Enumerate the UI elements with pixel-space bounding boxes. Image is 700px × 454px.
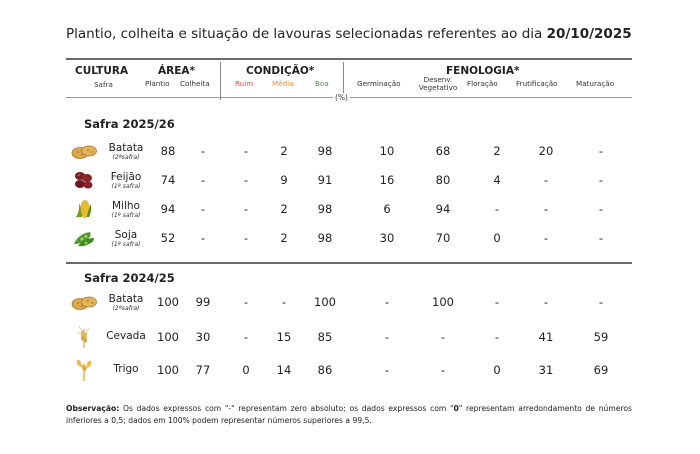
cell-boa: 98 <box>317 144 333 158</box>
cell-plantio: 74 <box>160 173 176 187</box>
corn-icon <box>70 197 98 221</box>
cell-frutificacao: - <box>543 202 549 216</box>
cell-media: 2 <box>280 144 288 158</box>
cell-frutificacao: - <box>543 231 549 245</box>
header-fenologia: FENOLOGIA* <box>446 65 520 77</box>
cell-frutificacao: - <box>543 295 549 309</box>
cell-media: 9 <box>280 173 288 187</box>
title-text: Plantio, colheita e situação de lavouras selecionadas referentes ao dia <box>66 26 547 42</box>
cell-germinacao: 10 <box>379 144 395 158</box>
header-desenv-line2: Vegetativo <box>418 82 458 92</box>
cell-media: 2 <box>280 231 288 245</box>
cell-boa: 85 <box>317 330 333 344</box>
crop-safra: (1ª safra) <box>111 211 141 219</box>
soybean-icon <box>70 226 98 250</box>
cell-germinacao: 16 <box>379 173 395 187</box>
cell-floracao: 0 <box>493 363 501 377</box>
cell-plantio: 94 <box>160 202 176 216</box>
cell-ruim: - <box>243 173 249 187</box>
header-top-rule <box>66 58 632 60</box>
cell-boa: 91 <box>317 173 333 187</box>
crop-name <box>104 201 148 219</box>
crop-label: Milho <box>112 200 140 212</box>
title-date: 20/10/2025 <box>546 26 632 42</box>
crop-label: Cevada <box>106 330 146 342</box>
cell-maturacao: 69 <box>593 363 609 377</box>
cell-colheita: 99 <box>195 295 211 309</box>
potato-icon <box>70 139 98 163</box>
header-area: ÁREA* <box>158 65 196 77</box>
cell-desenv: 100 <box>432 295 454 309</box>
cell-floracao: - <box>494 202 500 216</box>
cell-plantio: 100 <box>157 363 179 377</box>
cell-floracao: - <box>494 330 500 344</box>
cell-plantio: 52 <box>160 231 176 245</box>
cell-germinacao: - <box>384 363 390 377</box>
header-desenv <box>413 76 463 91</box>
cell-plantio: 88 <box>160 144 176 158</box>
cell-germinacao: 6 <box>383 202 391 216</box>
cell-desenv: 70 <box>435 231 451 245</box>
header-boa: Boa <box>315 79 329 88</box>
cell-colheita: 30 <box>195 330 211 344</box>
cell-ruim: - <box>243 202 249 216</box>
crop-safra: (2ªsafra) <box>112 153 140 161</box>
header-frutificacao: Frutificação <box>516 79 558 88</box>
crop-label: Soja <box>114 229 138 241</box>
cell-desenv: 80 <box>435 173 451 187</box>
cell-plantio: 100 <box>157 295 179 309</box>
separator-1 <box>220 62 221 100</box>
header-condicao: CONDIÇÃO* <box>246 65 315 77</box>
cell-maturacao: - <box>598 144 604 158</box>
cell-media: 2 <box>280 202 288 216</box>
cell-frutificacao: 41 <box>538 330 554 344</box>
cell-ruim: - <box>243 295 249 309</box>
cell-media: - <box>281 295 287 309</box>
cell-maturacao: - <box>598 295 604 309</box>
cell-frutificacao: - <box>543 173 549 187</box>
crop-label: Feijão <box>110 171 142 183</box>
barley-icon <box>70 325 98 349</box>
bean-icon <box>70 168 98 192</box>
header-colheita: Colheita <box>180 79 210 88</box>
footnote <box>66 403 632 427</box>
cell-ruim: - <box>243 330 249 344</box>
footnote-text-2: " representam arredondamento de números inferiores a 0,5; dados em 100% podem representar números superiores a 99,5. <box>66 404 632 425</box>
percent-label: (%) <box>335 93 348 102</box>
header-germinacao: Germinação <box>357 79 401 88</box>
cell-colheita: - <box>200 202 206 216</box>
potato-icon <box>70 290 98 314</box>
crop-label: Batata <box>108 293 144 305</box>
wheat-icon <box>70 358 98 382</box>
cell-boa: 98 <box>317 202 333 216</box>
cell-floracao: - <box>494 295 500 309</box>
crop-label: Batata <box>108 142 144 154</box>
section-title-2024: Safra 2024/25 <box>84 271 175 285</box>
section-divider <box>66 262 632 264</box>
cell-colheita: 77 <box>195 363 211 377</box>
crop-name <box>104 331 148 342</box>
cell-media: 14 <box>276 363 292 377</box>
cell-maturacao: - <box>598 173 604 187</box>
cell-colheita: - <box>200 231 206 245</box>
cell-floracao: 4 <box>493 173 501 187</box>
cell-ruim: 0 <box>242 363 250 377</box>
crop-safra: (1ª safra) <box>111 182 141 190</box>
cell-maturacao: - <box>598 231 604 245</box>
cell-germinacao: - <box>384 330 390 344</box>
cell-frutificacao: 31 <box>538 363 554 377</box>
header-desenv-line1: Desenv. <box>423 75 453 84</box>
header-cultura: CULTURA <box>75 65 129 77</box>
section-title-2025: Safra 2025/26 <box>84 117 175 131</box>
header-ruim: Ruim <box>235 79 254 88</box>
cell-floracao: 2 <box>493 144 501 158</box>
header-plantio: Plantio <box>145 79 170 88</box>
cell-frutificacao: 20 <box>538 144 554 158</box>
cell-germinacao: 30 <box>379 231 395 245</box>
header-safra: Safra <box>94 80 113 89</box>
crop-name <box>104 294 148 312</box>
header-floracao: Floração <box>467 79 498 88</box>
footnote-label: Observação: <box>66 404 120 413</box>
cell-colheita: - <box>200 173 206 187</box>
cell-ruim: - <box>243 144 249 158</box>
cell-media: 15 <box>276 330 292 344</box>
crop-name <box>104 364 148 375</box>
crop-name <box>104 143 148 161</box>
cell-plantio: 100 <box>157 330 179 344</box>
footnote-zero: 0 <box>453 404 459 413</box>
header-media: Média <box>272 79 294 88</box>
crop-label: Trigo <box>113 363 139 375</box>
page-title <box>66 26 632 42</box>
cell-desenv: - <box>440 363 446 377</box>
crop-name <box>104 172 148 190</box>
cell-desenv: 68 <box>435 144 451 158</box>
footnote-text-1: Os dados expressos com "-" representam zero absoluto; os dados expressos com " <box>119 404 454 413</box>
crop-name <box>104 230 148 248</box>
header-maturacao: Maturação <box>576 79 615 88</box>
cell-germinacao: - <box>384 295 390 309</box>
cell-desenv: 94 <box>435 202 451 216</box>
crop-safra: (2ªsafra) <box>112 304 140 312</box>
cell-maturacao: - <box>598 202 604 216</box>
crop-safra: (1ª safra) <box>111 240 141 248</box>
cell-boa: 98 <box>317 231 333 245</box>
cell-floracao: 0 <box>493 231 501 245</box>
cell-ruim: - <box>243 231 249 245</box>
cell-desenv: - <box>440 330 446 344</box>
cell-colheita: - <box>200 144 206 158</box>
cell-boa: 100 <box>314 295 336 309</box>
cell-boa: 86 <box>317 363 333 377</box>
cell-maturacao: 59 <box>593 330 609 344</box>
